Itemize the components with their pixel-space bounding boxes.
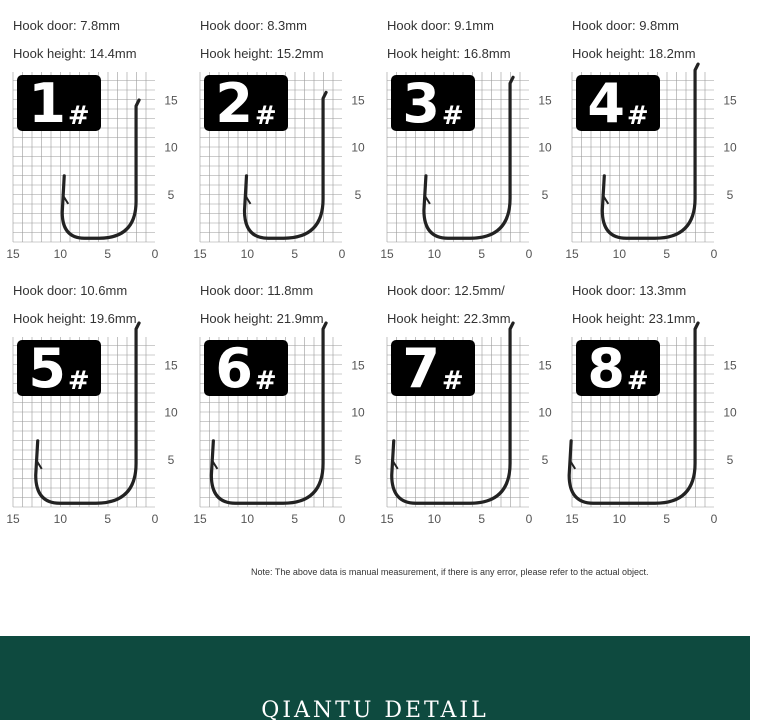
x-tick-label: 5: [478, 247, 486, 261]
hook-card-5: [6, 283, 198, 548]
size-number: 5: [28, 337, 66, 400]
y-tick-label: 15: [164, 93, 178, 108]
y-tick-label: 10: [351, 405, 365, 420]
x-tick-label: 10: [240, 512, 255, 526]
hook-grid: [193, 283, 385, 548]
size-badge: [17, 72, 101, 135]
y-tick-label: 15: [538, 93, 552, 108]
x-tick-label: 15: [6, 512, 20, 526]
x-tick-label: 10: [53, 247, 68, 261]
y-tick-label: 5: [541, 187, 549, 202]
size-number: 4: [587, 72, 625, 135]
x-tick-label: 15: [380, 247, 394, 261]
hook-grid: [6, 283, 198, 548]
x-tick-label: 10: [612, 512, 627, 526]
hook-grid: [193, 18, 385, 283]
size-badge: [391, 72, 475, 135]
y-tick-label: 10: [351, 140, 365, 155]
x-tick-label: 10: [612, 247, 627, 261]
x-tick-label: 15: [6, 247, 20, 261]
hook-height-label: Hook height: 18.2mm: [572, 46, 696, 61]
hook-grid: [380, 18, 572, 283]
hook-door-label: Hook door: 11.8mm: [200, 283, 314, 298]
size-hash-symbol: #: [254, 366, 277, 396]
x-tick-label: 15: [565, 512, 579, 526]
size-hash-symbol: #: [441, 101, 464, 131]
y-tick-label: 10: [164, 405, 178, 420]
hook-card-3: [380, 18, 572, 283]
hook-grid: [565, 18, 757, 283]
x-tick-label: 0: [525, 247, 533, 261]
size-badge: [204, 72, 288, 135]
y-tick-label: 10: [538, 405, 552, 420]
hook-door-label: Hook door: 12.5mm/: [387, 283, 505, 298]
size-hash-symbol: #: [441, 366, 464, 396]
hook-height-label: Hook height: 19.6mm: [13, 311, 137, 326]
y-tick-label: 15: [723, 358, 737, 373]
size-number: 6: [215, 337, 253, 400]
x-tick-label: 5: [663, 512, 671, 526]
hook-card-4: [565, 18, 757, 283]
hook-card-7: [380, 283, 572, 548]
hook-door-label: Hook door: 13.3mm: [572, 283, 687, 298]
y-tick-label: 5: [726, 187, 734, 202]
x-tick-label: 0: [151, 512, 159, 526]
hook-height-label: Hook height: 21.9mm: [200, 311, 324, 326]
size-badge: [204, 337, 288, 400]
size-badge: [576, 337, 660, 400]
y-tick-label: 10: [723, 405, 737, 420]
y-tick-label: 5: [354, 452, 362, 467]
size-hash-symbol: #: [254, 101, 277, 131]
hook-card-1: [6, 18, 198, 283]
x-tick-label: 10: [427, 247, 442, 261]
hook-card-2: [193, 18, 385, 283]
x-tick-label: 15: [565, 247, 579, 261]
hook-grid: [565, 283, 757, 548]
x-tick-label: 10: [427, 512, 442, 526]
size-hash-symbol: #: [626, 101, 649, 131]
x-tick-label: 0: [710, 247, 718, 261]
hook-grid: [380, 283, 572, 548]
y-tick-label: 10: [164, 140, 178, 155]
y-tick-label: 5: [354, 187, 362, 202]
y-tick-label: 15: [723, 93, 737, 108]
x-tick-label: 15: [193, 247, 207, 261]
hook-door-label: Hook door: 9.1mm: [387, 18, 494, 33]
x-tick-label: 10: [53, 512, 68, 526]
x-tick-label: 0: [710, 512, 718, 526]
size-badge: [576, 72, 660, 135]
x-tick-label: 5: [291, 247, 299, 261]
footer-band: [0, 636, 750, 723]
x-tick-label: 0: [151, 247, 159, 261]
size-number: 2: [215, 72, 253, 135]
size-number: 1: [28, 72, 66, 135]
x-tick-label: 5: [291, 512, 299, 526]
size-number: 7: [402, 337, 440, 400]
x-tick-label: 0: [338, 512, 346, 526]
y-tick-label: 15: [538, 358, 552, 373]
size-hash-symbol: #: [67, 366, 90, 396]
size-number: 3: [402, 72, 440, 135]
x-tick-label: 5: [104, 247, 112, 261]
y-tick-label: 10: [723, 140, 737, 155]
hook-card-8: [565, 283, 757, 548]
size-hash-symbol: #: [67, 101, 90, 131]
hook-card-6: [193, 283, 385, 548]
y-tick-label: 15: [351, 358, 365, 373]
x-tick-label: 15: [380, 512, 394, 526]
hook-door-label: Hook door: 9.8mm: [572, 18, 679, 33]
footer-title: QIANTU DETAIL: [261, 698, 489, 723]
hook-height-label: Hook height: 23.1mm: [572, 311, 696, 326]
y-tick-label: 5: [167, 452, 175, 467]
hook-height-label: Hook height: 14.4mm: [13, 46, 137, 61]
y-tick-label: 15: [351, 93, 365, 108]
hook-height-label: Hook height: 22.3mm: [387, 311, 511, 326]
x-tick-label: 5: [663, 247, 671, 261]
size-number: 8: [587, 337, 625, 400]
y-tick-label: 5: [726, 452, 734, 467]
size-badge: [391, 337, 475, 400]
hook-door-label: Hook door: 10.6mm: [13, 283, 128, 298]
x-tick-label: 5: [478, 512, 486, 526]
hook-door-label: Hook door: 7.8mm: [13, 18, 120, 33]
y-tick-label: 5: [541, 452, 549, 467]
size-hash-symbol: #: [626, 366, 649, 396]
x-tick-label: 0: [338, 247, 346, 261]
y-tick-label: 10: [538, 140, 552, 155]
x-tick-label: 15: [193, 512, 207, 526]
hook-door-label: Hook door: 8.3mm: [200, 18, 307, 33]
y-tick-label: 15: [164, 358, 178, 373]
size-badge: [17, 337, 101, 400]
measurement-note: Note: The above data is manual measurement, if there is any error, please refer to the actual object.: [251, 567, 649, 577]
hook-grid: [6, 18, 198, 283]
y-tick-label: 5: [167, 187, 175, 202]
x-tick-label: 0: [525, 512, 533, 526]
hook-height-label: Hook height: 15.2mm: [200, 46, 324, 61]
x-tick-label: 5: [104, 512, 112, 526]
x-tick-label: 10: [240, 247, 255, 261]
hook-height-label: Hook height: 16.8mm: [387, 46, 511, 61]
